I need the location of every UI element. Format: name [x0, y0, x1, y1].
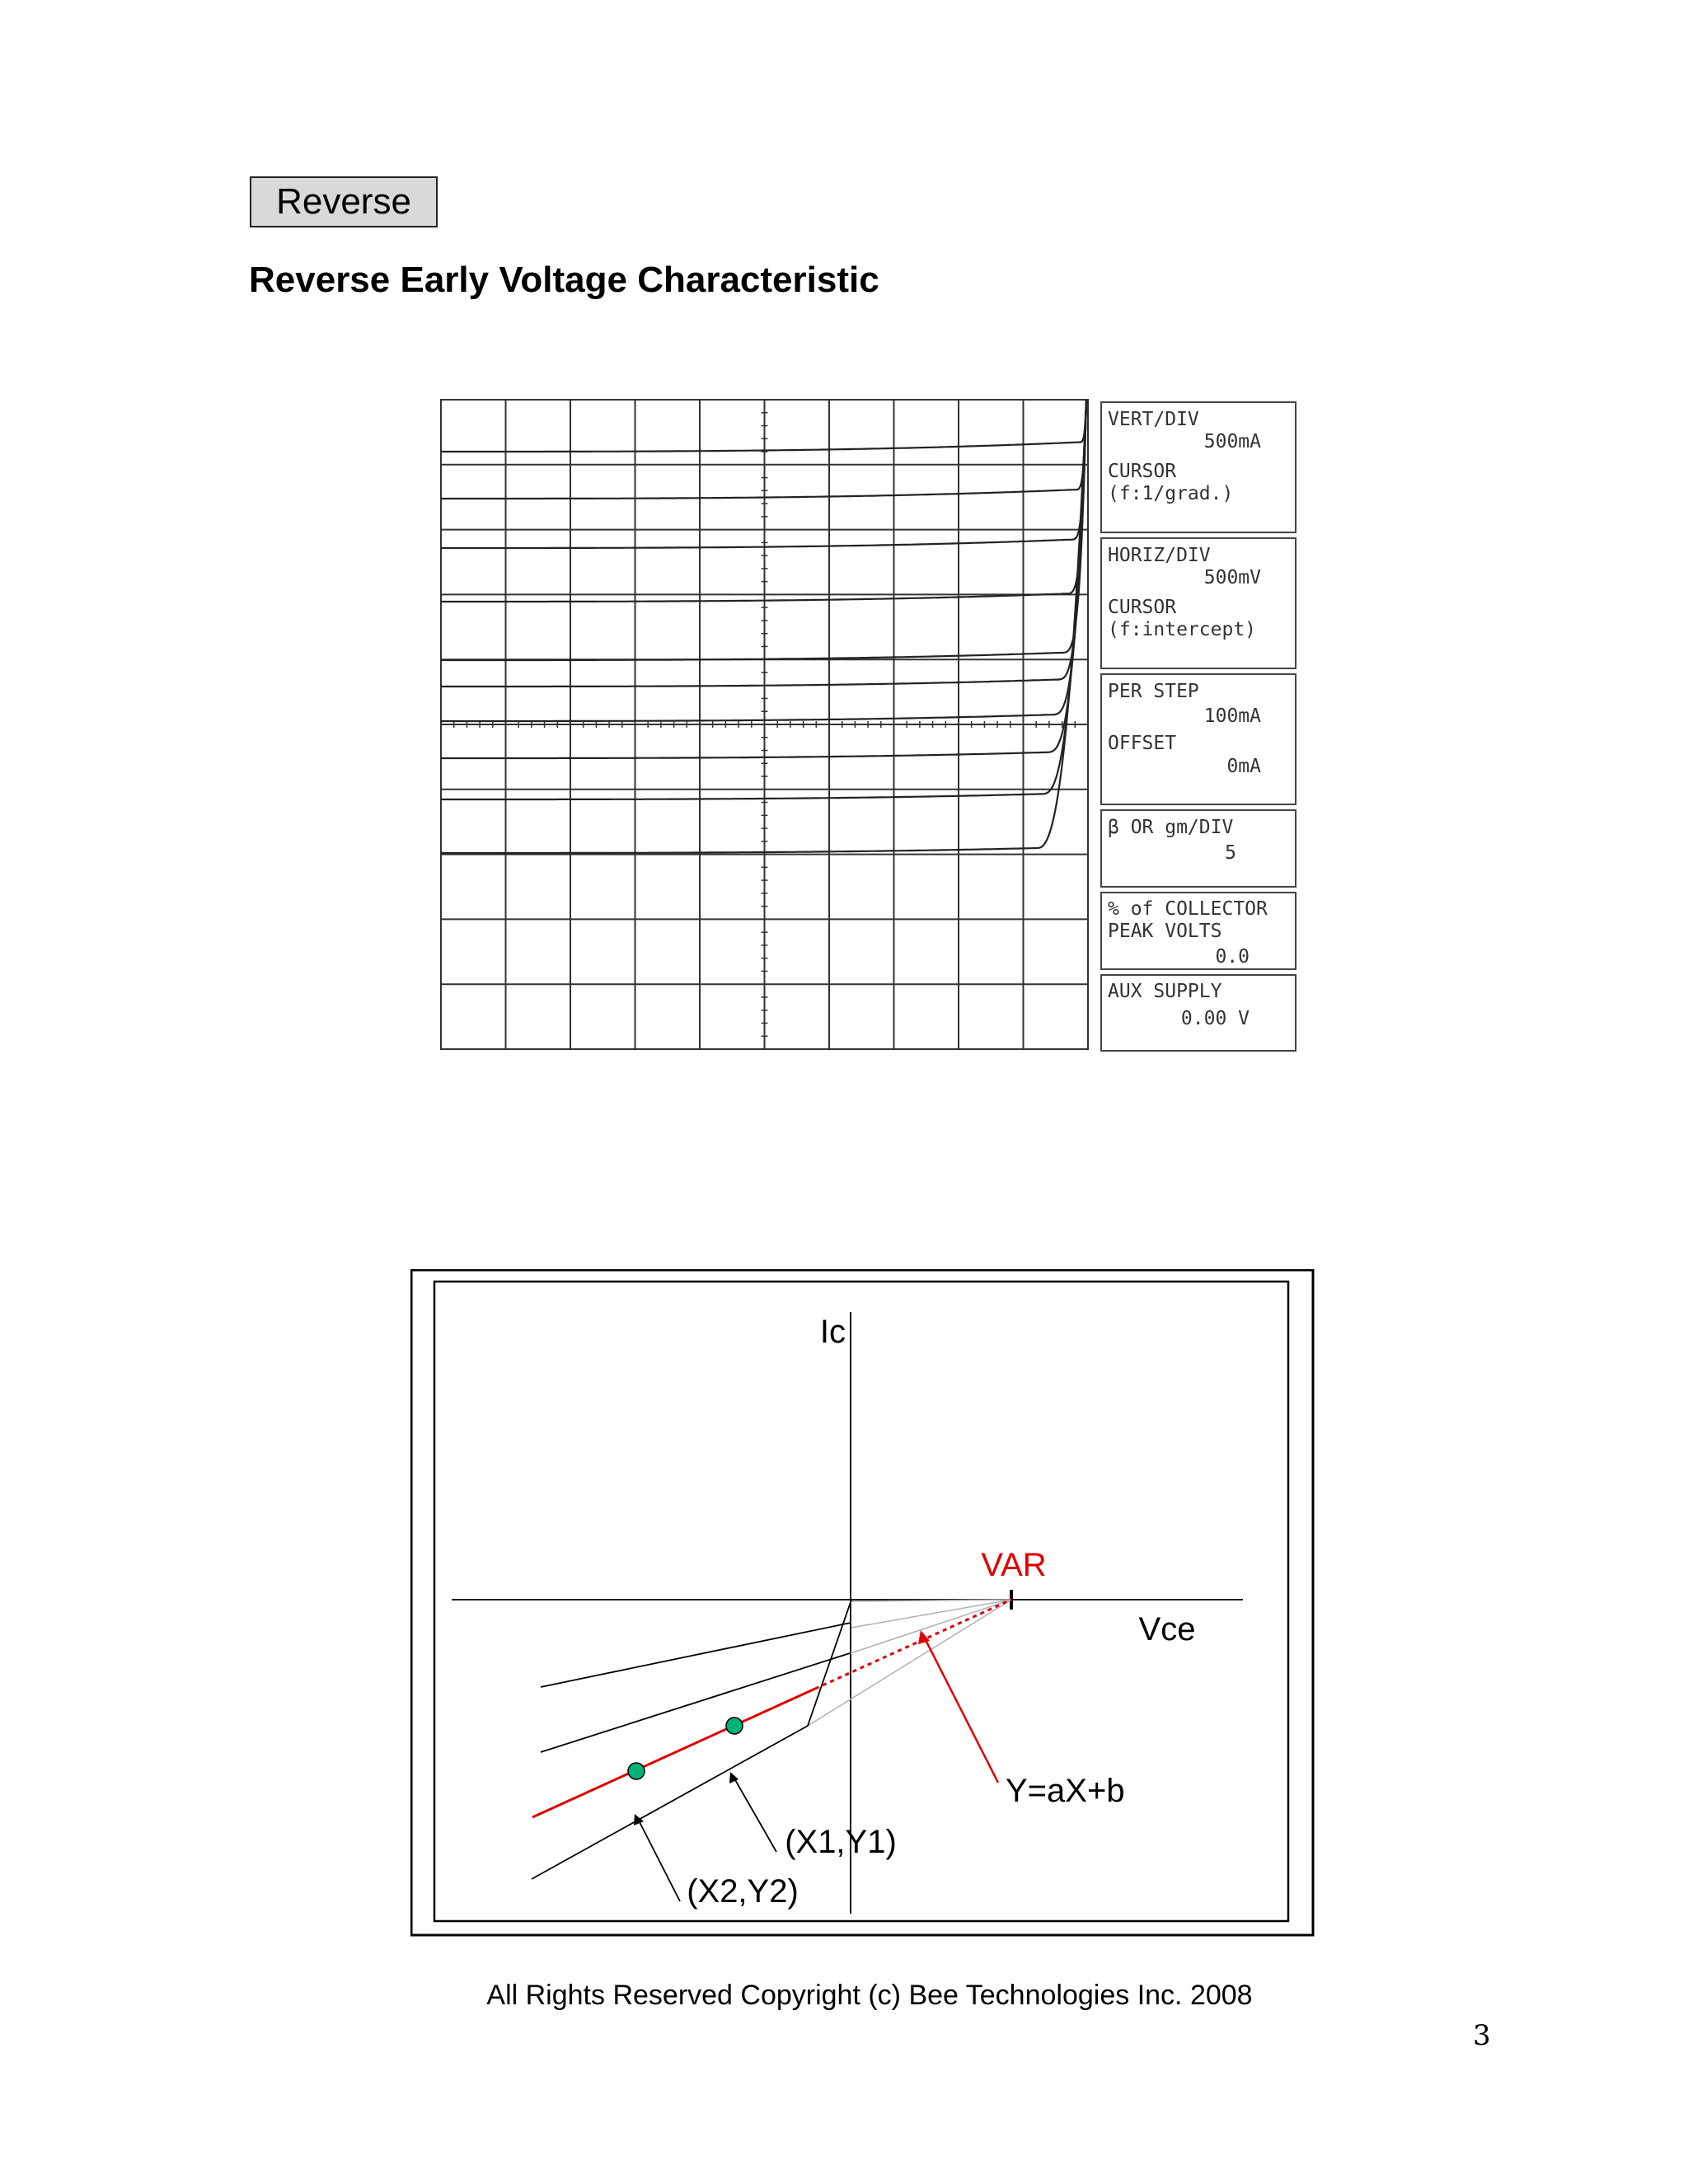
panel-aux-value: 0.00 V	[1180, 1008, 1250, 1029]
panel-horiz-div	[1101, 538, 1296, 668]
panel-horiz-cursor-mode: (f:intercept)	[1108, 619, 1257, 640]
panel-aux-label: AUX SUPPLY	[1108, 981, 1222, 1002]
reverse-tag: Reverse	[250, 176, 438, 227]
panel-beta-label: β OR gm/DIV	[1108, 817, 1234, 838]
ic-axis-label: Ic	[819, 1314, 846, 1350]
panel-step-value: 100mA	[1203, 705, 1261, 727]
early-voltage-diagram	[410, 1269, 1315, 1938]
equation-label: Y=aX+b	[1006, 1773, 1125, 1809]
curve-tracer-screen	[437, 396, 1302, 1055]
panel-beta-value: 5	[1225, 842, 1236, 864]
panel-vert-div	[1101, 402, 1296, 532]
panel-vert-value: 500mA	[1203, 431, 1261, 452]
panel-beta-gm	[1101, 810, 1296, 887]
panel-aux-supply	[1101, 975, 1296, 1051]
panel-per-step	[1101, 674, 1296, 804]
panel-offset-value: 0mA	[1226, 756, 1261, 777]
page-title: Reverse Early Voltage Characteristic	[249, 260, 879, 300]
panel-collector-label: % of COLLECTOR	[1108, 898, 1268, 920]
point-x2y2	[628, 1763, 645, 1779]
panel-peak-label: PEAK VOLTS	[1108, 921, 1222, 942]
panel-horiz-value: 500mV	[1203, 567, 1261, 588]
panel-offset-label: OFFSET	[1108, 733, 1177, 754]
panel-step-label: PER STEP	[1108, 681, 1199, 702]
panel-peak-value: 0.0	[1215, 946, 1250, 968]
panel-horiz-label: HORIZ/DIV	[1108, 545, 1211, 566]
panel-vert-cursor-mode: (f:1/grad.)	[1108, 483, 1234, 504]
panel-horiz-cursor: CURSOR	[1108, 597, 1177, 618]
panel-vert-cursor: CURSOR	[1108, 461, 1177, 482]
point-x1y1	[726, 1718, 743, 1734]
panel-collector-peak	[1101, 893, 1296, 969]
page-number: 3	[1473, 2019, 1491, 2052]
panel-vert-label: VERT/DIV	[1108, 409, 1199, 430]
point1-label: (X1,Y1)	[785, 1824, 897, 1860]
point2-label: (X2,Y2)	[687, 1873, 799, 1910]
var-label: VAR	[981, 1547, 1047, 1583]
copyright-footer: All Rights Reserved Copyright (c) Bee Technologies Inc. 2008	[486, 1980, 1253, 2011]
vce-axis-label: Vce	[1138, 1611, 1196, 1647]
